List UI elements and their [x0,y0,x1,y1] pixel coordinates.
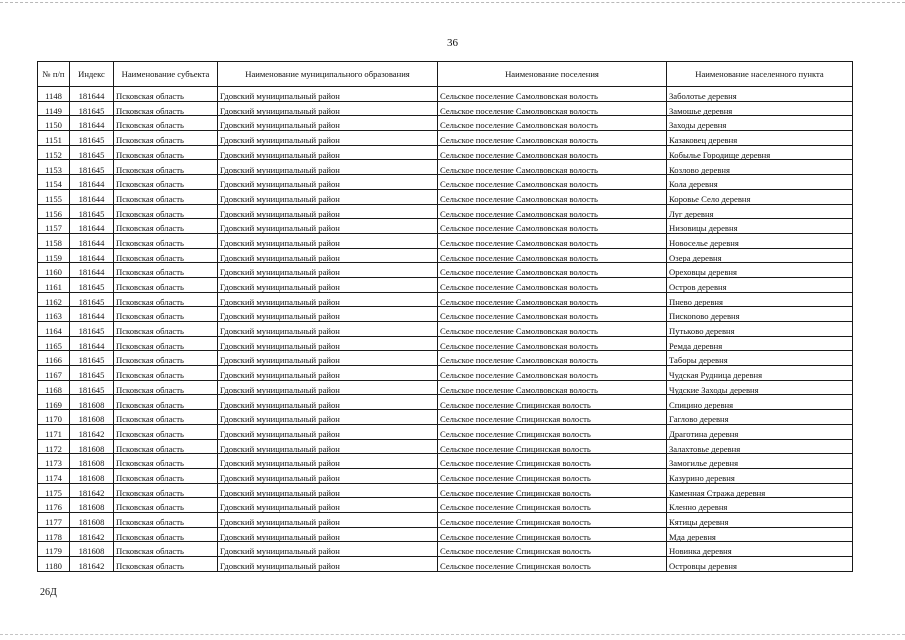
cell-num: 1170 [38,410,70,425]
cell-settlement: Сельское поселение Самолвовская волость [438,380,667,395]
cell-subject: Псковская область [114,468,218,483]
table-row [38,204,853,219]
table-row [38,395,853,410]
table-row [38,527,853,542]
cell-subject: Псковская область [114,116,218,131]
cell-index: 181644 [70,175,114,190]
table-row [38,424,853,439]
cell-locality: Кленно деревня [667,498,853,513]
cell-settlement: Сельское поселение Самолвовская волость [438,277,667,292]
cell-subject: Псковская область [114,233,218,248]
cell-municipality: Гдовский муниципальный район [218,424,438,439]
cell-num: 1152 [38,145,70,160]
cell-municipality: Гдовский муниципальный район [218,248,438,263]
cell-settlement: Сельское поселение Спицинская волость [438,454,667,469]
cell-subject: Псковская область [114,175,218,190]
table-row [38,248,853,263]
cell-locality: Спицино деревня [667,395,853,410]
table-row [38,336,853,351]
table-row [38,145,853,160]
table-row [38,175,853,190]
cell-index: 181645 [70,204,114,219]
cell-locality: Драготина деревня [667,424,853,439]
cell-index: 181642 [70,483,114,498]
cell-settlement: Сельское поселение Спицинская волость [438,483,667,498]
cell-municipality: Гдовский муниципальный район [218,351,438,366]
cell-locality: Низовицы деревня [667,219,853,234]
cell-num: 1171 [38,424,70,439]
cell-settlement: Сельское поселение Спицинская волость [438,395,667,410]
cell-subject: Псковская область [114,410,218,425]
cell-locality: Казурино деревня [667,468,853,483]
cell-municipality: Гдовский муниципальный район [218,263,438,278]
cell-index: 181645 [70,131,114,146]
cell-municipality: Гдовский муниципальный район [218,233,438,248]
cell-municipality: Гдовский муниципальный район [218,395,438,410]
cell-locality: Новинка деревня [667,542,853,557]
cell-settlement: Сельское поселение Самолвовская волость [438,204,667,219]
cell-index: 181645 [70,101,114,116]
cell-municipality: Гдовский муниципальный район [218,512,438,527]
footer-code: 26Д [40,587,57,598]
cell-locality: Заходы деревня [667,116,853,131]
table-row [38,439,853,454]
cell-num: 1157 [38,219,70,234]
cell-index: 181644 [70,248,114,263]
cell-municipality: Гдовский муниципальный район [218,160,438,175]
cell-settlement: Сельское поселение Самолвовская волость [438,233,667,248]
cell-subject: Псковская область [114,307,218,322]
cell-index: 181608 [70,410,114,425]
cell-num: 1151 [38,131,70,146]
table-body [38,87,853,572]
cell-municipality: Гдовский муниципальный район [218,380,438,395]
cell-subject: Псковская область [114,351,218,366]
cell-locality: Чудская Рудница деревня [667,366,853,381]
cell-locality: Остров деревня [667,277,853,292]
cell-num: 1162 [38,292,70,307]
cell-index: 181645 [70,322,114,337]
cell-subject: Псковская область [114,292,218,307]
cell-municipality: Гдовский муниципальный район [218,322,438,337]
cell-municipality: Гдовский муниципальный район [218,145,438,160]
cell-municipality: Гдовский муниципальный район [218,131,438,146]
cell-num: 1149 [38,101,70,116]
cell-settlement: Сельское поселение Спицинская волость [438,527,667,542]
cell-subject: Псковская область [114,380,218,395]
cell-municipality: Гдовский муниципальный район [218,116,438,131]
cell-index: 181608 [70,439,114,454]
cell-locality: Островцы деревня [667,557,853,572]
cell-index: 181642 [70,557,114,572]
cell-subject: Псковская область [114,527,218,542]
table-header-row [38,62,853,87]
cell-subject: Псковская область [114,219,218,234]
cell-locality: Замогилье деревня [667,454,853,469]
cell-num: 1176 [38,498,70,513]
cell-settlement: Сельское поселение Спицинская волость [438,424,667,439]
cell-subject: Псковская область [114,557,218,572]
cell-settlement: Сельское поселение Самолвовская волость [438,145,667,160]
cell-num: 1179 [38,542,70,557]
cell-locality: Замошье деревня [667,101,853,116]
cell-settlement: Сельское поселение Спицинская волость [438,439,667,454]
table-row [38,219,853,234]
cell-locality: Казаковец деревня [667,131,853,146]
cell-municipality: Гдовский муниципальный район [218,307,438,322]
cell-locality: Залахтовье деревня [667,439,853,454]
cell-settlement: Сельское поселение Самолвовская волость [438,248,667,263]
col-header-municipality: Наименование муниципального образования [218,62,438,87]
cell-num: 1159 [38,248,70,263]
table-row [38,498,853,513]
cell-num: 1155 [38,189,70,204]
cell-settlement: Сельское поселение Самолвовская волость [438,116,667,131]
cell-subject: Псковская область [114,160,218,175]
cell-index: 181644 [70,233,114,248]
cell-locality: Пнево деревня [667,292,853,307]
settlements-table [37,61,853,572]
cell-municipality: Гдовский муниципальный район [218,175,438,190]
table-row [38,512,853,527]
table-row [38,380,853,395]
cell-num: 1168 [38,380,70,395]
cell-municipality: Гдовский муниципальный район [218,483,438,498]
table-row [38,351,853,366]
table-row [38,277,853,292]
cell-subject: Псковская область [114,366,218,381]
cell-num: 1180 [38,557,70,572]
cell-index: 181645 [70,292,114,307]
cell-index: 181608 [70,498,114,513]
cell-municipality: Гдовский муниципальный район [218,292,438,307]
cell-settlement: Сельское поселение Самолвовская волость [438,175,667,190]
cell-municipality: Гдовский муниципальный район [218,542,438,557]
table-row [38,116,853,131]
cell-settlement: Сельское поселение Самолвовская волость [438,219,667,234]
cell-settlement: Сельское поселение Самолвовская волость [438,189,667,204]
cell-index: 181608 [70,468,114,483]
cell-num: 1173 [38,454,70,469]
cell-index: 181608 [70,542,114,557]
cell-index: 181644 [70,189,114,204]
cell-num: 1150 [38,116,70,131]
cell-num: 1167 [38,366,70,381]
cell-subject: Псковская область [114,512,218,527]
cell-index: 181645 [70,145,114,160]
cell-settlement: Сельское поселение Самолвовская волость [438,351,667,366]
cell-subject: Псковская область [114,483,218,498]
cell-municipality: Гдовский муниципальный район [218,101,438,116]
cell-municipality: Гдовский муниципальный район [218,277,438,292]
cell-settlement: Сельское поселение Самолвовская волость [438,263,667,278]
cell-subject: Псковская область [114,101,218,116]
cell-municipality: Гдовский муниципальный район [218,189,438,204]
cell-municipality: Гдовский муниципальный район [218,204,438,219]
cell-num: 1163 [38,307,70,322]
cell-municipality: Гдовский муниципальный район [218,366,438,381]
cell-subject: Псковская область [114,322,218,337]
table-row [38,131,853,146]
table-row [38,454,853,469]
cell-num: 1153 [38,160,70,175]
cell-municipality: Гдовский муниципальный район [218,498,438,513]
cell-num: 1161 [38,277,70,292]
cell-index: 181644 [70,307,114,322]
table-row [38,410,853,425]
table-row [38,366,853,381]
cell-settlement: Сельское поселение Самолвовская волость [438,160,667,175]
cell-settlement: Сельское поселение Самолвовская волость [438,366,667,381]
cell-subject: Псковская область [114,87,218,102]
cell-locality: Кятицы деревня [667,512,853,527]
cell-index: 181645 [70,366,114,381]
cell-locality: Козлово деревня [667,160,853,175]
cell-num: 1148 [38,87,70,102]
cell-subject: Псковская область [114,131,218,146]
cell-index: 181644 [70,87,114,102]
cell-locality: Ремда деревня [667,336,853,351]
cell-locality: Гаглово деревня [667,410,853,425]
cell-municipality: Гдовский муниципальный район [218,557,438,572]
table-row [38,307,853,322]
cell-settlement: Сельское поселение Спицинская волость [438,498,667,513]
cell-subject: Псковская область [114,277,218,292]
scan-edge-top [0,2,905,3]
cell-municipality: Гдовский муниципальный район [218,219,438,234]
cell-municipality: Гдовский муниципальный район [218,87,438,102]
cell-subject: Псковская область [114,204,218,219]
cell-subject: Псковская область [114,395,218,410]
col-header-settlement: Наименование поселения [438,62,667,87]
table-row [38,292,853,307]
cell-locality: Кобылье Городище деревня [667,145,853,160]
table-row [38,557,853,572]
col-header-num: № п/п [38,62,70,87]
table-row [38,233,853,248]
cell-num: 1177 [38,512,70,527]
page-number: 36 [447,37,458,49]
col-header-locality: Наименование населенного пункта [667,62,853,87]
scan-edge-bottom [0,634,905,635]
cell-subject: Псковская область [114,542,218,557]
cell-index: 181645 [70,277,114,292]
cell-subject: Псковская область [114,189,218,204]
cell-locality: Чудские Заходы деревня [667,380,853,395]
cell-locality: Кола деревня [667,175,853,190]
cell-subject: Псковская область [114,248,218,263]
cell-municipality: Гдовский муниципальный район [218,468,438,483]
cell-index: 181645 [70,351,114,366]
cell-index: 181645 [70,380,114,395]
cell-municipality: Гдовский муниципальный район [218,439,438,454]
cell-num: 1166 [38,351,70,366]
cell-subject: Псковская область [114,439,218,454]
cell-locality: Пискоnово деревня [667,307,853,322]
col-header-index: Индекс [70,62,114,87]
cell-settlement: Сельское поселение Самолвовская волость [438,292,667,307]
cell-index: 181644 [70,263,114,278]
cell-num: 1174 [38,468,70,483]
cell-locality: Заболотье деревня [667,87,853,102]
cell-index: 181644 [70,116,114,131]
cell-settlement: Сельское поселение Спицинская волость [438,542,667,557]
cell-subject: Псковская область [114,424,218,439]
cell-num: 1165 [38,336,70,351]
cell-locality: Новоселье деревня [667,233,853,248]
cell-locality: Путьково деревня [667,322,853,337]
cell-num: 1158 [38,233,70,248]
cell-locality: Каменная Стража деревня [667,483,853,498]
table-row [38,322,853,337]
cell-num: 1164 [38,322,70,337]
cell-settlement: Сельское поселение Самолвовская волость [438,322,667,337]
cell-index: 181608 [70,512,114,527]
table-row [38,87,853,102]
cell-num: 1169 [38,395,70,410]
cell-index: 181642 [70,527,114,542]
cell-settlement: Сельское поселение Самолвовская волость [438,101,667,116]
cell-subject: Псковская область [114,454,218,469]
cell-locality: Таборы деревня [667,351,853,366]
cell-locality: Ореховцы деревня [667,263,853,278]
cell-settlement: Сельское поселение Спицинская волость [438,512,667,527]
cell-settlement: Сельское поселение Самолвовская волость [438,131,667,146]
table-row [38,263,853,278]
table-row [38,542,853,557]
cell-num: 1175 [38,483,70,498]
cell-index: 181645 [70,160,114,175]
table-row [38,483,853,498]
cell-settlement: Сельское поселение Спицинская волость [438,557,667,572]
cell-locality: Озера деревня [667,248,853,263]
table-row [38,189,853,204]
cell-num: 1156 [38,204,70,219]
cell-subject: Псковская область [114,145,218,160]
cell-settlement: Сельское поселение Самолвовская волость [438,87,667,102]
cell-settlement: Сельское поселение Самолвовская волость [438,336,667,351]
cell-num: 1160 [38,263,70,278]
col-header-subject: Наименование субъекта [114,62,218,87]
cell-num: 1178 [38,527,70,542]
cell-settlement: Сельское поселение Спицинская волость [438,410,667,425]
cell-index: 181608 [70,395,114,410]
cell-subject: Псковская область [114,336,218,351]
cell-index: 181644 [70,336,114,351]
cell-settlement: Сельское поселение Самолвовская волость [438,307,667,322]
cell-subject: Псковская область [114,498,218,513]
cell-index: 181644 [70,219,114,234]
cell-locality: Мда деревня [667,527,853,542]
cell-municipality: Гдовский муниципальный район [218,410,438,425]
cell-num: 1154 [38,175,70,190]
cell-municipality: Гдовский муниципальный район [218,454,438,469]
cell-municipality: Гдовский муниципальный район [218,336,438,351]
table-row [38,468,853,483]
cell-locality: Луг деревня [667,204,853,219]
cell-settlement: Сельское поселение Спицинская волость [438,468,667,483]
cell-num: 1172 [38,439,70,454]
table-row [38,160,853,175]
cell-subject: Псковская область [114,263,218,278]
cell-index: 181608 [70,454,114,469]
cell-municipality: Гдовский муниципальный район [218,527,438,542]
cell-locality: Коровье Село деревня [667,189,853,204]
table-row [38,101,853,116]
cell-index: 181642 [70,424,114,439]
